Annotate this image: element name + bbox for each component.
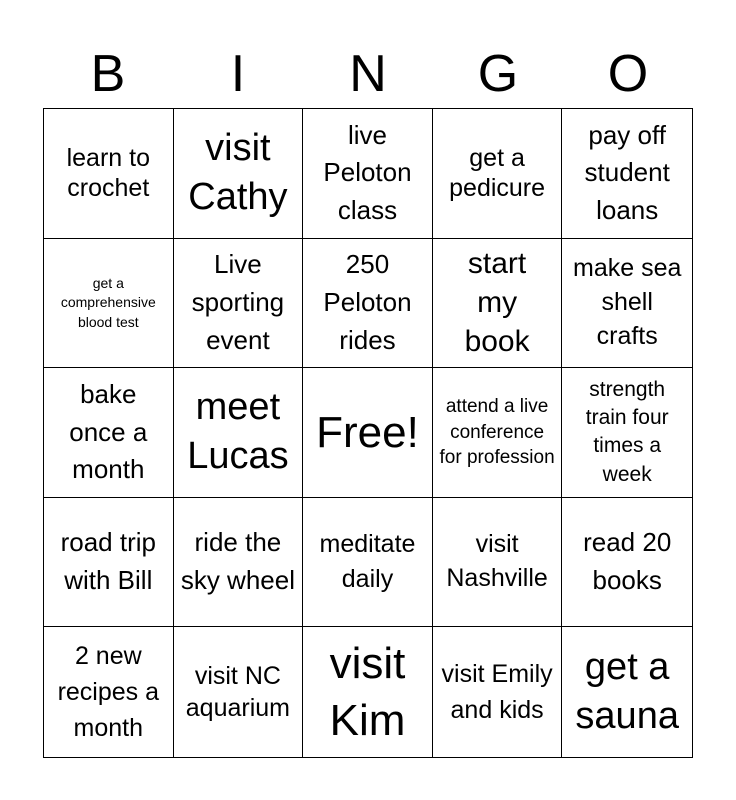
bingo-cell-text: get a comprehensive blood test [60,274,156,330]
bingo-header [43,40,693,108]
bingo-cell-25[interactable] [562,627,692,757]
bingo-cell-text: visit NC aquarium [185,661,290,723]
bingo-cell-text: start my book [464,247,530,359]
bingo-cell-7[interactable] [174,239,304,369]
bingo-cell-text: Free! [316,407,419,457]
header-letter-n: N [349,45,387,103]
header-letter-i: I [230,45,246,103]
bingo-cell-text: ride the sky wheel [180,527,295,596]
bingo-cell-3[interactable] [303,109,433,239]
bingo-cell-8[interactable] [303,239,433,369]
bingo-cell-14[interactable] [433,368,563,498]
bingo-cell-24[interactable] [433,627,563,757]
bingo-cell-text: meet Lucas [187,386,289,478]
bingo-cell-15[interactable] [562,368,692,498]
bingo-cell-text: read 20 books [583,527,672,596]
header-letter-o: O [607,45,649,103]
header-letter-b: B [90,45,126,103]
bingo-board [43,108,693,758]
bingo-cell-20[interactable] [562,498,692,628]
bingo-cell-1[interactable] [44,109,174,239]
bingo-cell-text: get a sauna [575,645,679,738]
bingo-cell-text: Live sporting event [191,249,285,355]
bingo-cell-text: 250 Peloton rides [323,249,412,355]
bingo-cell-5[interactable] [562,109,692,239]
bingo-cell-text: meditate daily [319,530,416,594]
bingo-cell-text: live Peloton class [323,119,412,226]
bingo-cell-2[interactable] [174,109,304,239]
bingo-cell-17[interactable] [174,498,304,628]
bingo-cell-21[interactable] [44,627,174,757]
bingo-cell-text: visit Emily and kids [441,659,553,725]
bingo-cell-text: strength train four times a week [585,377,669,486]
header-letter-g: G [477,45,519,103]
bingo-cell-12[interactable] [174,368,304,498]
bingo-cell-text: attend a live conference for profession [439,396,555,469]
bingo-cell-text: 2 new recipes a month [57,641,160,743]
bingo-cell-23[interactable] [303,627,433,757]
bingo-cell-text: road trip with Bill [60,527,156,596]
bingo-cell-18[interactable] [303,498,433,628]
bingo-cell-6[interactable] [44,239,174,369]
bingo-cell-4[interactable] [433,109,563,239]
bingo-cell-text: pay off student loans [584,119,670,226]
bingo-cell-13[interactable] [303,368,433,498]
bingo-cell-19[interactable] [433,498,563,628]
bingo-cell-text: bake once a month [69,378,148,485]
bingo-cell-text: visit Kim [329,639,406,746]
bingo-cell-16[interactable] [44,498,174,628]
bingo-cell-text: visit Nashville [446,530,548,593]
bingo-cell-9[interactable] [433,239,563,369]
bingo-cell-22[interactable] [174,627,304,757]
bingo-cell-text: get a pedicure [449,144,546,203]
bingo-cell-11[interactable] [44,368,174,498]
bingo-cell-text: learn to crochet [66,144,150,203]
bingo-cell-text: visit Cathy [188,126,288,219]
bingo-cell-10[interactable] [562,239,692,369]
bingo-cell-text: make sea shell crafts [573,254,682,350]
